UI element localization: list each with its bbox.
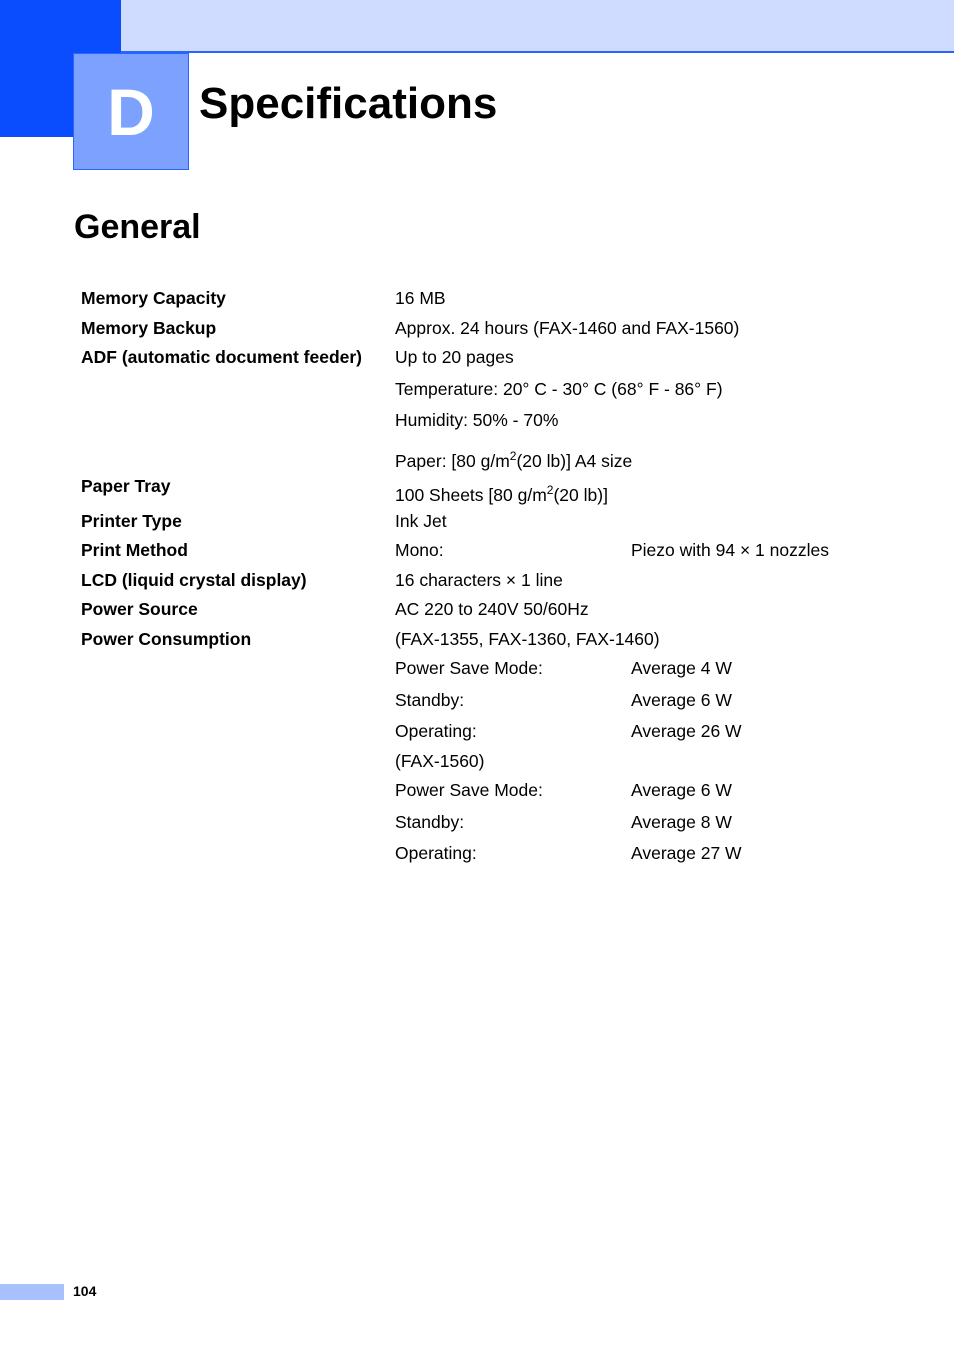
chapter-letter-box: D: [73, 53, 189, 170]
power-group1-models: (FAX-1355, FAX-1360, FAX-1460): [395, 629, 660, 649]
section-title: General: [74, 208, 201, 246]
page-number: 104: [73, 1283, 97, 1299]
paper-tray-pre: 100 Sheets [80 g/m: [395, 484, 547, 505]
power-group2-mode: Standby:: [395, 812, 465, 832]
header-band-light: [121, 0, 954, 53]
power-group2-value: Average 8 W: [631, 812, 732, 832]
memory-backup-value: Approx. 24 hours (FAX-1460 and FAX-1560): [395, 318, 740, 338]
power-group1-value: Average 4 W: [631, 658, 732, 678]
power-group1-mode: Standby:: [395, 690, 465, 710]
memory-backup-label: Memory Backup: [81, 318, 217, 338]
paper-tray-value: [395, 479, 608, 506]
paper-tray-label: Paper Tray: [81, 476, 171, 496]
power-group2-mode: Operating:: [395, 843, 477, 863]
power-source-value: AC 220 to 240V 50/60Hz: [395, 599, 589, 619]
printer-type-value: Ink Jet: [395, 511, 447, 531]
power-group1-value: Average 26 W: [631, 721, 742, 741]
chapter-title: Specifications: [199, 79, 498, 128]
adf-humidity: Humidity: 50% - 70%: [395, 410, 559, 430]
power-group1-mode: Operating:: [395, 721, 477, 741]
paper-tray-sup: 2: [546, 483, 554, 497]
adf-paper-sup: 2: [509, 449, 517, 463]
print-method-label: Print Method: [81, 540, 188, 560]
adf-paper-post: (20 lb)] A4 size: [516, 450, 633, 471]
lcd-value: 16 characters × 1 line: [395, 570, 563, 590]
adf-paper: [395, 445, 632, 472]
lcd-label: LCD (liquid crystal display): [81, 570, 307, 590]
footer-bar: [0, 1284, 64, 1300]
memory-capacity-label: Memory Capacity: [81, 288, 226, 308]
print-method-key: Mono:: [395, 540, 444, 560]
adf-value: Up to 20 pages: [395, 347, 514, 367]
adf-label: ADF (automatic document feeder): [81, 347, 362, 367]
power-group2-value: Average 27 W: [631, 843, 742, 863]
adf-temperature: Temperature: 20° C - 30° C (68° F - 86° F): [395, 379, 723, 399]
power-group1-value: Average 6 W: [631, 690, 732, 710]
power-source-label: Power Source: [81, 599, 198, 619]
adf-paper-pre: Paper: [80 g/m: [395, 450, 510, 471]
memory-capacity-value: 16 MB: [395, 288, 446, 308]
printer-type-label: Printer Type: [81, 511, 182, 531]
power-consumption-label: Power Consumption: [81, 629, 252, 649]
print-method-value: Piezo with 94 × 1 nozzles: [631, 540, 829, 560]
power-group2-models: (FAX-1560): [395, 751, 485, 771]
power-group2-mode: Power Save Mode:: [395, 780, 543, 800]
power-group2-value: Average 6 W: [631, 780, 732, 800]
power-group1-mode: Power Save Mode:: [395, 658, 543, 678]
paper-tray-post: (20 lb)]: [553, 484, 608, 505]
